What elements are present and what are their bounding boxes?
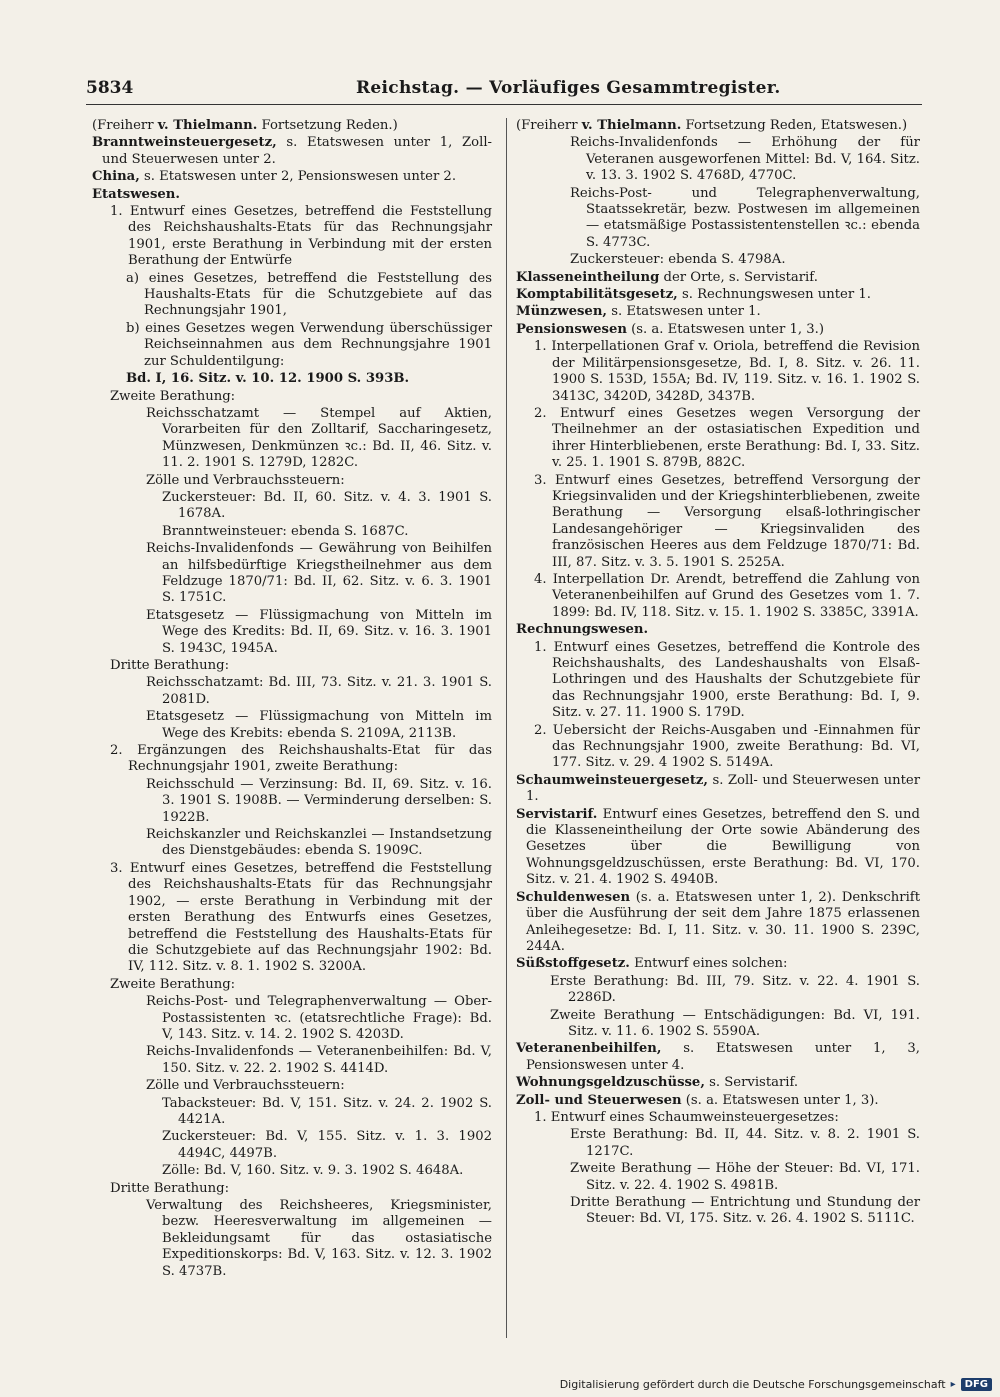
entry-keyword: Servistarif. bbox=[516, 806, 598, 822]
entry-text: 1. Entwurf eines Schaumweinsteuergesetzes: bbox=[534, 1109, 839, 1125]
index-entry bbox=[516, 186, 920, 252]
index-entry bbox=[516, 956, 920, 972]
index-entry bbox=[92, 541, 492, 607]
index-entry bbox=[92, 977, 492, 993]
right-column bbox=[516, 118, 920, 1229]
index-entry bbox=[92, 1078, 492, 1094]
index-entry bbox=[92, 118, 492, 134]
index-entry bbox=[92, 1181, 492, 1197]
index-entry bbox=[516, 270, 920, 286]
index-entry bbox=[516, 890, 920, 956]
index-entry bbox=[92, 658, 492, 674]
index-entry bbox=[92, 271, 492, 320]
entry-text: 2. Uebersicht der Reichs-Ausgaben und -Einnahmen für das Rechnungsjahr 1900, zweite Berathung: Bd. VI, 177. Sitz. v. 29. 4 1902 S. 5149A. bbox=[534, 722, 920, 771]
entry-text: s. Zoll- und Steuerwesen unter 1. bbox=[526, 772, 920, 805]
index-entry bbox=[516, 252, 920, 268]
footer-text: Digitalisierung gefördert durch die Deutsche Forschungsgemeinschaft bbox=[559, 1378, 946, 1391]
entry-text: Entwurf eines solchen: bbox=[629, 956, 788, 972]
index-entry bbox=[516, 287, 920, 303]
entry-text: 3. Entwurf eines Gesetzes, betreffend Versorgung der Kriegsinvaliden und der Kriegshinterbliebenen, zweite Berathung — Versorgung elsaß-lothringischer Landesangehöriger — Kriegsinvaliden des französischen Heeres aus dem Feldzuge 1870/71: Bd. III, 87. Sitz. v. 3. 5. 1901 S. 2525A. bbox=[534, 472, 920, 570]
entry-text: Reichsschatzamt: Bd. III, 73. Sitz. v. 21. 3. 1901 S. 2081D. bbox=[146, 675, 492, 707]
index-entry bbox=[516, 807, 920, 889]
entry-keyword: Schaumweinsteuergesetz, bbox=[516, 772, 708, 788]
entry-text: Tabacksteuer: Bd. V, 151. Sitz. v. 24. 2. 1902 S. 4421A. bbox=[162, 1095, 492, 1127]
entry-keyword: v. Thielmann. bbox=[581, 118, 682, 133]
entry-text: Branntweinsteuer: ebenda S. 1687C. bbox=[162, 523, 409, 539]
index-entry bbox=[92, 675, 492, 708]
entry-text: (s. a. Etatswesen unter 1, 3.) bbox=[626, 321, 824, 337]
index-entry bbox=[516, 723, 920, 772]
index-entry bbox=[516, 640, 920, 722]
entry-text: s. Servistarif. bbox=[704, 1075, 799, 1091]
entry-keyword: China, bbox=[92, 169, 140, 185]
entry-text: (Freiherr bbox=[516, 118, 582, 133]
entry-keyword: Wohnungsgeldzuschüsse, bbox=[516, 1075, 705, 1091]
index-entry bbox=[516, 1093, 920, 1109]
entry-text: Reichs-Post- und Telegraphenverwaltung, Staatssekretär, bezw. Postwesen im allgemeinen — etatsmäßige Postassistentenstellen ꝛc.: ebenda S. 4773C. bbox=[570, 185, 920, 250]
index-entry bbox=[516, 473, 920, 571]
index-entry bbox=[92, 743, 492, 776]
index-entry bbox=[92, 204, 492, 270]
entry-keyword: Münzwesen, bbox=[516, 304, 607, 320]
index-entry bbox=[92, 827, 492, 860]
index-entry bbox=[516, 339, 920, 405]
entry-text: Entwurf eines Gesetzes, betreffend den S. und die Klasseneintheilung der Orte sowie Abänderung des Gesetzes über die Bewilligung von Wohnungsgeldzuschüssen, erste Berathung: Bd. VI, 170. Sitz. v. 21. 4. 1902 S. 4940B. bbox=[526, 806, 920, 888]
entry-text: Dritte Berathung: bbox=[110, 1180, 230, 1196]
index-entry bbox=[516, 322, 920, 338]
entry-text: Dritte Berathung — Entrichtung und Stundung der Steuer: Bd. VI, 175. Sitz. v. 26. 4. 1902 S. 5111C. bbox=[570, 1195, 920, 1227]
entry-text: b) eines Gesetzes wegen Verwendung überschüssiger Reichseinnahmen aus dem Rechnungsjahre 1901 zur Schuldentilgung: bbox=[126, 320, 492, 369]
left-column bbox=[92, 118, 492, 1281]
entry-text: s. Rechnungswesen unter 1. bbox=[677, 287, 871, 303]
entry-text: Reichskanzler und Reichskanzlei — Instandsetzung des Dienstgebäudes: ebenda S. 1909C. bbox=[146, 827, 492, 859]
footer bbox=[560, 1378, 992, 1391]
entry-keyword: Bd. I, 16. Sitz. v. 10. 12. 1900 S. 393B. bbox=[126, 371, 410, 387]
entry-text: Zölle und Verbrauchssteuern: bbox=[146, 1078, 345, 1094]
index-entry bbox=[92, 389, 492, 405]
entry-text: 4. Interpellation Dr. Arendt, betreffend die Zahlung von Veteranenbeihilfen auf Grund des Gesetzes vom 1. 7. 1899: Bd. IV, 118. Sitz. v. 15. 1. 1902 S. 3385C, 3391A. bbox=[534, 571, 920, 620]
dfg-logo: DFG bbox=[961, 1378, 992, 1391]
entry-text: s. Etatswesen unter 1, Zoll- und Steuerwesen unter 2. bbox=[102, 135, 492, 167]
index-entry bbox=[92, 321, 492, 370]
entry-keyword: Klasseneintheilung bbox=[516, 269, 660, 285]
index-entry bbox=[92, 709, 492, 742]
index-entry bbox=[516, 1127, 920, 1160]
entry-text: Zweite Berathung: bbox=[110, 976, 236, 992]
entry-text: Zuckersteuer: ebenda S. 4798A. bbox=[570, 252, 786, 268]
index-entry bbox=[92, 169, 492, 185]
index-entry bbox=[92, 473, 492, 489]
index-entry bbox=[92, 1044, 492, 1077]
entry-keyword: Branntweinsteuergesetz, bbox=[92, 135, 277, 151]
entry-keyword: v. Thielmann. bbox=[157, 118, 258, 133]
index-entry bbox=[92, 777, 492, 826]
entry-text: s. Etatswesen unter 2, Pensionswesen unter 2. bbox=[139, 169, 457, 185]
entry-text: 1. Interpellationen Graf v. Oriola, betreffend die Revision der Militärpensionsgesetze, Bd. I, 8. Sitz. v. 26. 11. 1900 S. 153D, 155A; Bd. IV, 119. Sitz. v. 16. 1. 1902 S. 3413C, 3420D, 3428D, 3437B. bbox=[534, 339, 920, 404]
index-entry bbox=[92, 524, 492, 540]
index-entry bbox=[516, 974, 920, 1007]
entry-text: Reichsschatzamt — Stempel auf Aktien, Vorarbeiten für den Zolltarif, Saccharingesetz, Münzwesen, Denkmünzen ꝛc.: Bd. II, 46. Sitz. v. 11. 2. 1901 S. 1279D, 1282C. bbox=[146, 405, 492, 471]
entry-text: Reichs-Invalidenfonds — Veteranenbeihilfen: Bd. V, 150. Sitz. v. 22. 2. 1902 S. 4414D. bbox=[146, 1044, 492, 1076]
entry-text: 1. Entwurf eines Gesetzes, betreffend die Kontrole des Reichshaushalts, des Landeshaushalts von Elsaß-Lothringen und des Haushalts der Schutzgebiete für das Rechnungsjahr 1900, erste Berathung: Bd. I, 9. Sitz. v. 27. 11. 1900 S. 179D. bbox=[534, 639, 920, 721]
index-entry bbox=[92, 135, 492, 168]
entry-text: 2. Ergänzungen des Reichshaushalts-Etat für das Rechnungsjahr 1901, zweite Berathung: bbox=[110, 743, 492, 775]
entry-text: s. Etatswesen unter 1, 3, Pensionswesen unter 4. bbox=[526, 1041, 920, 1073]
entry-keyword: Komptabilitätsgesetz, bbox=[516, 287, 678, 303]
index-entry bbox=[516, 1075, 920, 1091]
index-entry bbox=[516, 1110, 920, 1126]
entry-keyword: Rechnungswesen. bbox=[516, 622, 649, 638]
entry-text: Reichs-Invalidenfonds — Gewährung von Beihilfen an hilfsbedürftige Kriegstheilnehmer aus dem Feldzuge 1870/71: Bd. II, 62. Sitz. v. 6. 3. 1901 S. 1751C. bbox=[146, 541, 492, 606]
entry-keyword: Schuldenwesen bbox=[516, 889, 631, 905]
index-entry bbox=[92, 861, 492, 976]
entry-text: Zuckersteuer: Bd. V, 155. Sitz. v. 1. 3. 1902 4494C, 4497B. bbox=[162, 1129, 492, 1161]
index-entry bbox=[92, 187, 492, 203]
index-entry bbox=[92, 406, 492, 472]
index-entry bbox=[516, 406, 920, 472]
index-entry bbox=[92, 371, 492, 387]
page-number: 5834 bbox=[86, 78, 134, 98]
entry-text: Zuckersteuer: Bd. II, 60. Sitz. v. 4. 3. 1901 S. 1678A. bbox=[162, 489, 492, 522]
entry-text: 3. Entwurf eines Gesetzes, betreffend die Feststellung des Reichshaushalts-Etats für das Rechnungsjahr 1902, — erste Berathung in Verbindung mit der ersten Berathung des Entwurfs eines Gesetzes, betreffend die Feststellung des Haushalts-Etats für die Schutzgebiete auf das Rechnungsjahr 1902: Bd. IV, 112. Sitz. v. 8. 1. 1902 S. 3200A. bbox=[110, 860, 492, 975]
entry-text: a) eines Gesetzes, betreffend die Feststellung des Haushalts-Etats für die Schutzgebiete auf das Rechnungsjahr 1901, bbox=[126, 270, 492, 319]
entry-text: 1. Entwurf eines Gesetzes, betreffend die Feststellung des Reichshaushalts-Etats für das Rechnungsjahr 1901, erste Berathung in Verbindung mit der ersten Berathung der Entwürfe bbox=[110, 204, 492, 269]
entry-text: Zweite Berathung: bbox=[110, 388, 236, 404]
entry-text: Zweite Berathung — Entschädigungen: Bd. VI, 191. Sitz. v. 11. 6. 1902 S. 5590A. bbox=[550, 1007, 920, 1039]
entry-text: Zölle und Verbrauchssteuern: bbox=[146, 472, 345, 488]
entry-keyword: Etatswesen. bbox=[92, 186, 180, 202]
index-entry bbox=[92, 490, 492, 523]
entry-text: Fortsetzung Reden.) bbox=[257, 118, 398, 133]
entry-text: Zweite Berathung — Höhe der Steuer: Bd. VI, 171. Sitz. v. 22. 4. 1902 S. 4981B. bbox=[570, 1161, 920, 1193]
entry-text: (s. a. Etatswesen unter 1, 3). bbox=[681, 1092, 879, 1108]
entry-text: (Freiherr bbox=[92, 118, 158, 133]
column-divider bbox=[506, 118, 507, 1338]
arrow-icon: ▸ bbox=[950, 1379, 956, 1390]
entry-text: Dritte Berathung: bbox=[110, 658, 230, 673]
entry-text: Erste Berathung: Bd. II, 44. Sitz. v. 8. 2. 1901 S. 1217C. bbox=[570, 1127, 920, 1159]
index-entry bbox=[516, 1161, 920, 1194]
index-entry bbox=[516, 118, 920, 134]
page-header bbox=[86, 78, 922, 102]
index-entry bbox=[92, 1198, 492, 1280]
entry-text: Etatsgesetz — Flüssigmachung von Mitteln im Wege des Kredits: Bd. II, 69. Sitz. v. 16. 3. 1901 S. 1943C, 1945A. bbox=[146, 607, 492, 656]
index-entry bbox=[516, 304, 920, 320]
entry-text: 2. Entwurf eines Gesetzes wegen Versorgung der Theilnehmer an der ostasiatischen Expedition und ihrer Hinterbliebenen, erste Berathung: Bd. I, 33. Sitz. v. 25. 1. 1901 S. 879B, 882C. bbox=[534, 405, 920, 471]
index-entry bbox=[92, 1129, 492, 1162]
index-entry bbox=[92, 1096, 492, 1129]
entry-text: Fortsetzung Reden, Etatswesen.) bbox=[681, 118, 908, 133]
entry-keyword: Veteranenbeihilfen, bbox=[516, 1041, 662, 1057]
entry-text: Reichs-Post- und Telegraphenverwaltung — Ober-Postassistenten ꝛc. (etatsrechtliche Frage): Bd. V, 143. Sitz. v. 14. 2. 1902 S. 4203D. bbox=[146, 994, 492, 1042]
index-entry bbox=[516, 622, 920, 638]
entry-text: Verwaltung des Reichsheeres, Kriegsminister, bezw. Heeresverwaltung im allgemeinen — Bekleidungsamt für das ostasiatische Expeditionskorps: Bd. V, 163. Sitz. v. 12. 3. 1902 S. 4737B. bbox=[146, 1198, 492, 1279]
index-entry bbox=[516, 1041, 920, 1074]
entry-keyword: Süßstoffgesetz. bbox=[516, 956, 630, 972]
index-entry bbox=[516, 1008, 920, 1041]
entry-text: Etatsgesetz — Flüssigmachung von Mitteln im Wege des Krebits: ebenda S. 2109A, 2113B. bbox=[146, 709, 492, 741]
index-entry bbox=[516, 572, 920, 621]
index-entry bbox=[92, 1163, 492, 1179]
entry-keyword: Pensionswesen bbox=[516, 321, 627, 337]
entry-text: der Orte, s. Servistarif. bbox=[659, 269, 818, 285]
entry-text: Reichs-Invalidenfonds — Erhöhung der für Veteranen ausgeworfenen Mittel: Bd. V, 164. Sitz. v. 13. 3. 1902 S. 4768D, 4770C. bbox=[570, 135, 920, 184]
index-entry bbox=[516, 773, 920, 806]
header-rule bbox=[86, 104, 922, 105]
entry-text: Zölle: Bd. V, 160. Sitz. v. 9. 3. 1902 S. 4648A. bbox=[162, 1163, 464, 1179]
entry-text: Erste Berathung: Bd. III, 79. Sitz. v. 22. 4. 1901 S. 2286D. bbox=[550, 973, 920, 1006]
index-entry bbox=[516, 135, 920, 184]
index-entry bbox=[516, 1195, 920, 1228]
running-title: Reichstag. — Vorläufiges Gesammtregister. bbox=[356, 78, 781, 98]
entry-text: Reichsschuld — Verzinsung: Bd. II, 69. Sitz. v. 16. 3. 1901 S. 1908B. — Verminderung derselben: S. 1922B. bbox=[146, 776, 492, 825]
entry-text: s. Etatswesen unter 1. bbox=[607, 304, 761, 320]
index-entry bbox=[92, 994, 492, 1043]
index-entry bbox=[92, 608, 492, 657]
entry-keyword: Zoll- und Steuerwesen bbox=[516, 1092, 682, 1108]
entry-text: (s. a. Etatswesen unter 1, 2). Denkschrift über die Ausführung der seit dem Jahre 1875 erlassenen Anleihegesetze: Bd. I, 11. Sitz. v. 30. 11. 1900 S. 239C, 244A. bbox=[526, 889, 920, 954]
